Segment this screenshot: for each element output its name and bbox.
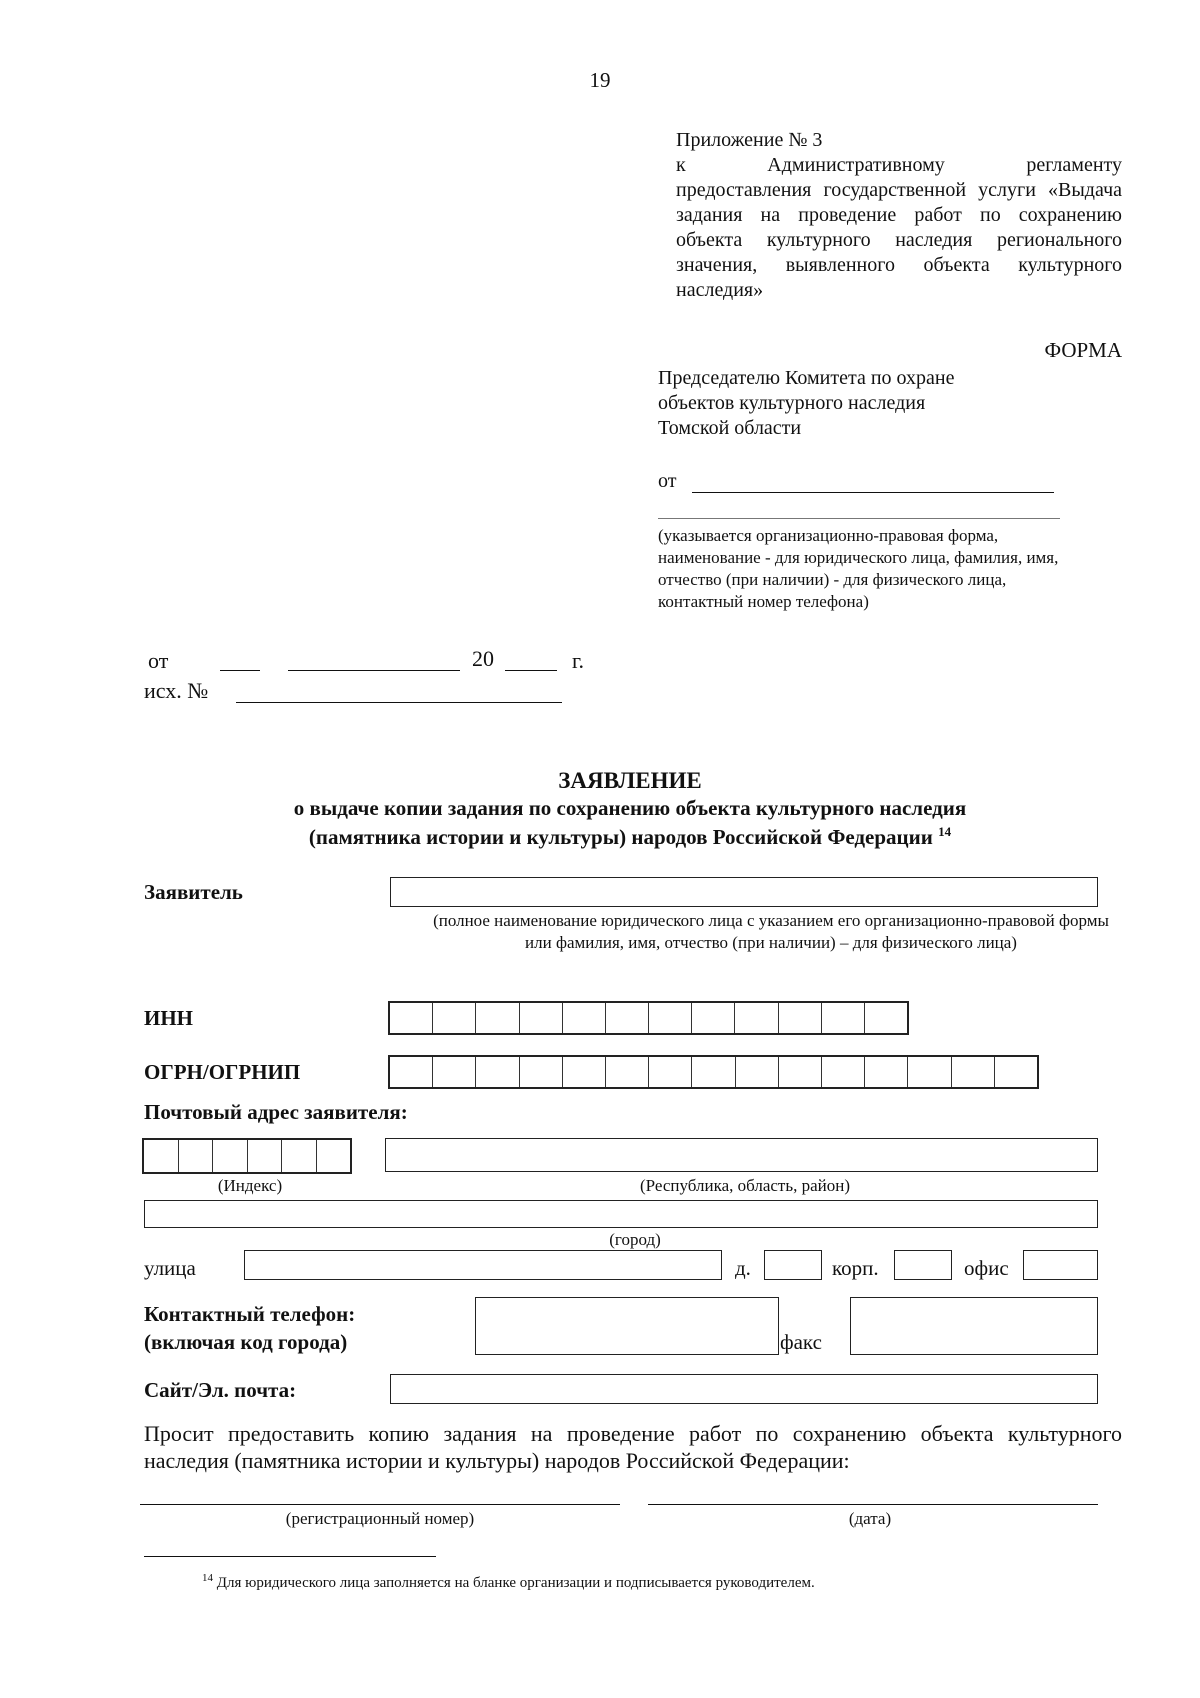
- ogrn-input[interactable]: [388, 1055, 1039, 1089]
- ogrn-digit-cell[interactable]: [606, 1057, 649, 1087]
- inn-digit-cell[interactable]: [390, 1003, 433, 1033]
- building-input[interactable]: [894, 1250, 952, 1280]
- index-digit-cell[interactable]: [213, 1140, 248, 1172]
- postal-index-input[interactable]: [142, 1138, 352, 1174]
- appendix-word: регламенту: [1026, 154, 1122, 176]
- index-digit-cell[interactable]: [179, 1140, 214, 1172]
- inn-input[interactable]: [388, 1001, 909, 1035]
- appendix-title: Приложение № 3: [676, 129, 823, 151]
- ogrn-digit-cell[interactable]: [952, 1057, 995, 1087]
- ogrn-digit-cell[interactable]: [865, 1057, 908, 1087]
- applicant-hint: (полное наименование юридического лица с указанием его организационно-правовой формы или фамилия, имя, отчество (при наличии) – для физического лица): [433, 911, 1109, 952]
- inn-digit-cell[interactable]: [735, 1003, 778, 1033]
- appendix-block: [676, 128, 1122, 303]
- addressee-line: объектов культурного наследия: [658, 392, 926, 414]
- footnote-number: 14: [202, 1572, 213, 1584]
- addressee-line: Председателю Комитета по охране: [658, 367, 955, 389]
- date-caption: (дата): [848, 1509, 892, 1528]
- date-year-suffix: г.: [572, 648, 585, 673]
- footnote: [202, 1572, 815, 1592]
- ogrn-digit-cell[interactable]: [736, 1057, 779, 1087]
- house-input[interactable]: [764, 1250, 822, 1280]
- inn-digit-cell[interactable]: [822, 1003, 865, 1033]
- ogrn-digit-cell[interactable]: [563, 1057, 606, 1087]
- region-input[interactable]: [385, 1138, 1098, 1172]
- inn-digit-cell[interactable]: [606, 1003, 649, 1033]
- ogrn-digit-cell[interactable]: [433, 1057, 476, 1087]
- postal-index-caption: (Индекс): [217, 1176, 283, 1195]
- footnote-text: Для юридического лица заполняется на бланке организации и подписывается руководителем.: [216, 1575, 815, 1591]
- inn-digit-cell[interactable]: [520, 1003, 563, 1033]
- date-from-label: от: [148, 648, 169, 673]
- date-line[interactable]: [648, 1494, 1098, 1505]
- applicant-input[interactable]: [390, 877, 1098, 907]
- from-label: от: [658, 470, 677, 492]
- index-digit-cell[interactable]: [248, 1140, 283, 1172]
- house-label: д.: [735, 1256, 751, 1280]
- from-input-line-2[interactable]: [658, 508, 1060, 519]
- statement-subtitle-1: о выдаче копии задания по сохранению объекта культурного наследия: [293, 796, 967, 820]
- index-digit-cell[interactable]: [144, 1140, 179, 1172]
- ogrn-label: ОГРН/ОГРНИП: [144, 1060, 301, 1084]
- appendix-word: Административному: [767, 154, 945, 176]
- addressee-block: [658, 366, 1078, 441]
- inn-digit-cell[interactable]: [779, 1003, 822, 1033]
- footnote-ref: 14: [938, 824, 952, 839]
- addressee-line: Томской области: [658, 417, 802, 439]
- appendix-body: предоставления государственной услуги «Выдача задания на проведение работ по сохранению объекта культурного наследия регионального значения, выявленного объекта культурного наследия»: [676, 179, 1122, 301]
- ogrn-digit-cell[interactable]: [822, 1057, 865, 1087]
- postal-address-label: Почтовый адрес заявителя:: [144, 1100, 408, 1124]
- date-month-line[interactable]: [288, 652, 460, 671]
- date-year-prefix: 20: [472, 646, 494, 671]
- inn-digit-cell[interactable]: [692, 1003, 735, 1033]
- fax-input[interactable]: [850, 1297, 1098, 1355]
- ogrn-digit-cell[interactable]: [520, 1057, 563, 1087]
- footnote-separator: [144, 1552, 436, 1557]
- from-hint: (указывается организационно-правовая форма, наименование - для юридического лица, фамилия, имя, отчество (при наличии) - для физического лица, контактный номер телефона): [658, 526, 1059, 611]
- statement-title: ЗАЯВЛЕНИЕ: [558, 768, 702, 793]
- phone-input[interactable]: [475, 1297, 779, 1355]
- index-digit-cell[interactable]: [317, 1140, 351, 1172]
- form-label: ФОРМА: [1044, 338, 1122, 362]
- statement-subtitle-2: [0, 824, 1200, 850]
- ogrn-digit-cell[interactable]: [995, 1057, 1037, 1087]
- page-number: 19: [589, 68, 611, 92]
- inn-digit-cell[interactable]: [433, 1003, 476, 1033]
- inn-digit-cell[interactable]: [563, 1003, 606, 1033]
- statement-subtitle-2-text: (памятника истории и культуры) народов Российской Федерации: [308, 825, 933, 849]
- reg-number-caption: (регистрационный номер): [285, 1509, 475, 1528]
- city-caption: (город): [609, 1230, 661, 1249]
- inn-label: ИНН: [144, 1006, 194, 1030]
- date-year-line[interactable]: [505, 652, 557, 671]
- appendix-word: к: [676, 154, 686, 176]
- ogrn-digit-cell[interactable]: [476, 1057, 519, 1087]
- fax-label: факс: [780, 1330, 822, 1354]
- appendix-line2: [676, 153, 1122, 178]
- outgoing-number-label: исх. №: [144, 678, 209, 703]
- site-email-input[interactable]: [390, 1374, 1098, 1404]
- petition-text: Просит предоставить копию задания на проведение работ по сохранению объекта культурного наследия (памятника истории и культуры) народов Российской Федерации:: [144, 1421, 1122, 1473]
- index-digit-cell[interactable]: [282, 1140, 317, 1172]
- phone-label-2: (включая код города): [144, 1330, 348, 1354]
- outgoing-number-line[interactable]: [236, 684, 562, 703]
- inn-digit-cell[interactable]: [649, 1003, 692, 1033]
- date-day-line[interactable]: [220, 652, 260, 671]
- building-label: корп.: [832, 1256, 879, 1280]
- office-input[interactable]: [1023, 1250, 1098, 1280]
- ogrn-digit-cell[interactable]: [390, 1057, 433, 1087]
- region-caption: (Республика, область, район): [639, 1176, 851, 1195]
- applicant-label: Заявитель: [144, 880, 243, 904]
- ogrn-digit-cell[interactable]: [692, 1057, 735, 1087]
- city-input[interactable]: [144, 1200, 1098, 1228]
- ogrn-digit-cell[interactable]: [779, 1057, 822, 1087]
- phone-label-1: Контактный телефон:: [144, 1302, 356, 1326]
- ogrn-digit-cell[interactable]: [649, 1057, 692, 1087]
- from-input-line[interactable]: [692, 476, 1054, 493]
- reg-number-line[interactable]: [140, 1494, 620, 1505]
- ogrn-digit-cell[interactable]: [908, 1057, 951, 1087]
- street-label: улица: [144, 1256, 196, 1280]
- street-input[interactable]: [244, 1250, 722, 1280]
- inn-digit-cell[interactable]: [476, 1003, 519, 1033]
- inn-digit-cell[interactable]: [865, 1003, 907, 1033]
- office-label: офис: [964, 1256, 1009, 1280]
- site-email-label: Сайт/Эл. почта:: [144, 1378, 297, 1402]
